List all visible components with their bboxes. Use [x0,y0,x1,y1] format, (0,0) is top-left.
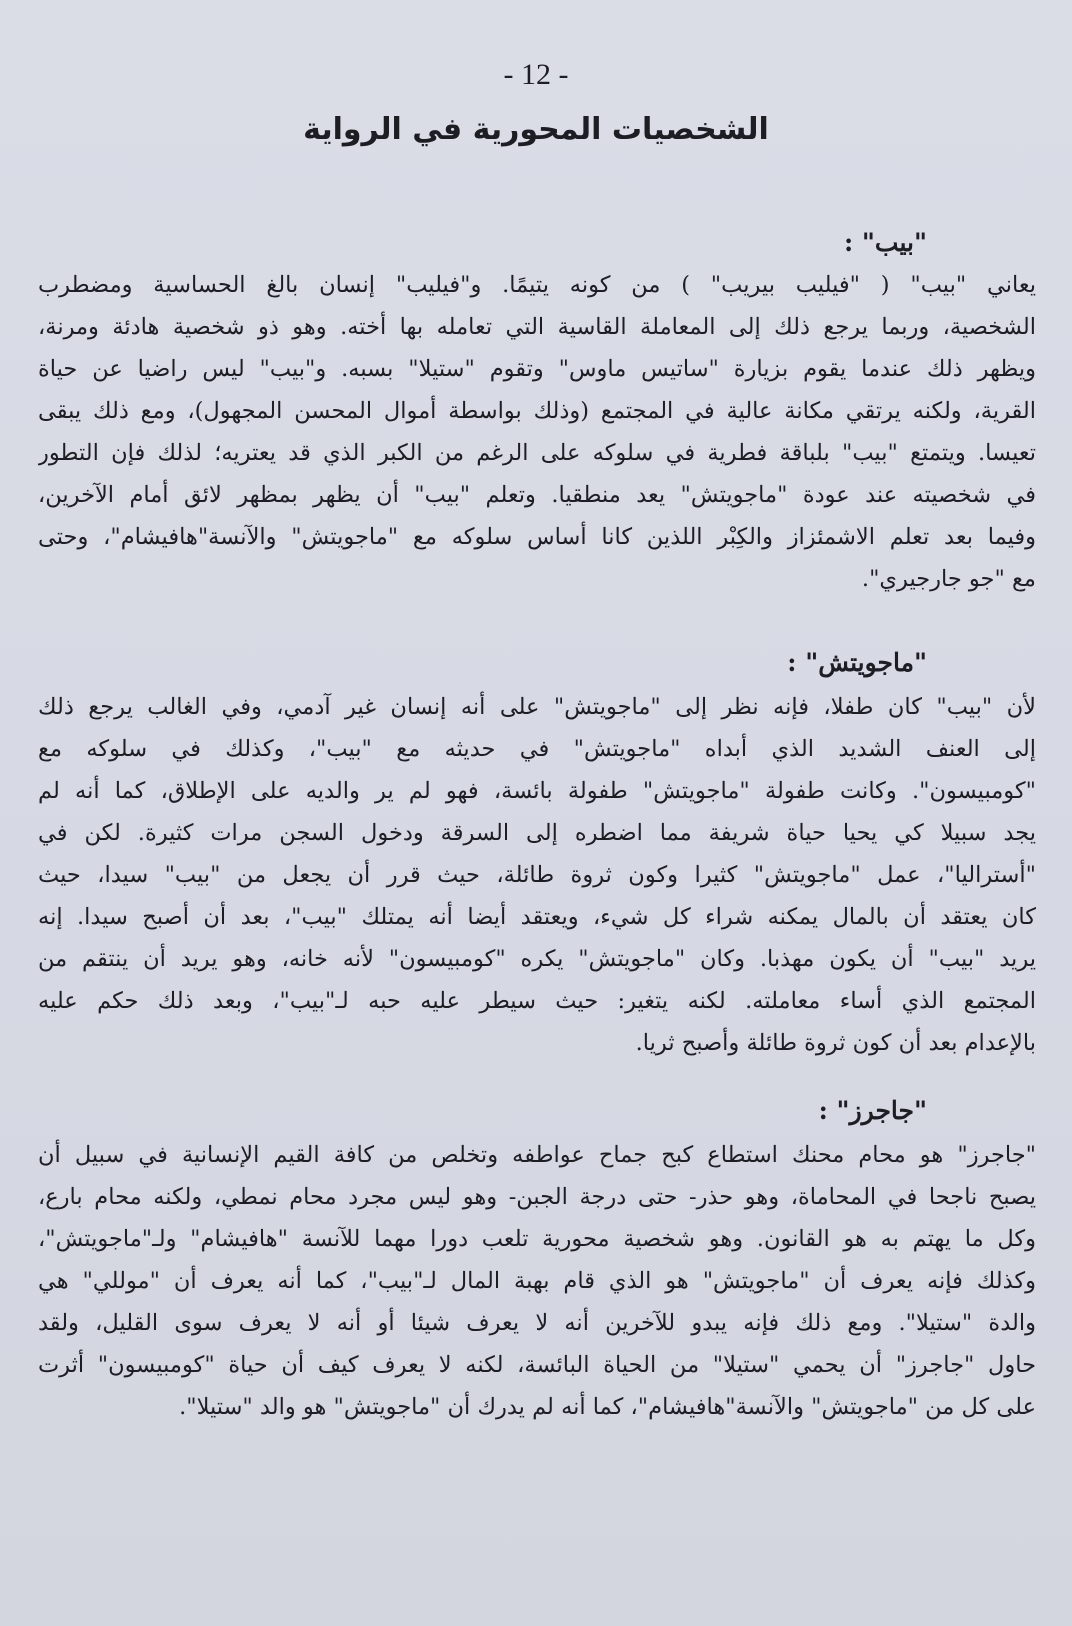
section-heading: "ماجويتش" : [787,648,927,677]
paragraph-line: وكذلك فإنه يعرف أن "ماجويتش" هو الذي قام بهبة المال لـ"بيب"، كما أنه يعرف أن "موللي" هي [38,1268,1036,1294]
paragraph-line: لأن "بيب" كان طفلا، فإنه نظر إلى "ماجويتش" على أنه إنسان غير آدمي، وفي الغالب يرجع ذلك [38,694,1036,720]
paragraph-line: وفيما بعد تعلم الاشمئزاز والكِبْر اللذين كانا أساس سلوكه مع "ماجويتش" والآنسة"هافيشام"، وحتى [38,524,1036,550]
paragraph-line: "كومبيسون". وكانت طفولة "ماجويتش" طفولة بائسة، فهو لم ير والديه على الإطلاق، كما أنه لم [38,778,1036,804]
paragraph-line: حاول "جاجرز" أن يحمي "ستيلا" من الحياة البائسة، لكنه لا يعرف كيف أن حياة "كومبيسون" أثرت [38,1352,1036,1378]
paragraph-line: يعاني "بيب" ( "فيليب بيريب" ) من كونه يتيمًا. و"فيليب" إنسان بالغ الحساسية ومضطرب [38,272,1036,298]
paragraph-line: وكل ما يهتم به هو القانون. وهو شخصية محورية تلعب دورا مهما للآنسة "هافيشام" ولـ"ماجويتش"، [38,1226,1036,1252]
paragraph-line: تعيسا. ويتمتع "بيب" بلباقة فطرية في سلوكه على الرغم من الكبر الذي قد يعتريه؛ لذلك فإن التطور [38,440,1036,466]
paragraph-line: يريد "بيب" أن يكون مهذبا. وكان "ماجويتش" يكره "كومبيسون" لأنه خانه، وهو يريد أن ينتقم من [38,946,1036,972]
paragraph-line: في شخصيته عند عودة "ماجويتش" يعد منطقيا. وتعلم "بيب" أن يظهر بمظهر لائق أمام الآخرين، [38,482,1036,508]
paragraph-line: القرية، ولكنه يرتقي مكانة عالية في المجتمع (وذلك بواسطة أموال المحسن المجهول)، ومع ذلك يبقى [38,398,1036,424]
paragraph-line: "جاجرز" هو محام محنك استطاع كبح جماح عواطفه وتخلص من كافة القيم الإنسانية في سبيل أن [38,1142,1036,1168]
paragraph-line: "أستراليا"، عمل "ماجويتش" كثيرا وكون ثروة طائلة، حيث قرر أن يجعل من "بيب" سيدا، حيث [38,862,1036,888]
section-heading: "بيب" : [843,228,927,257]
paragraph-line: إلى العنف الشديد الذي أبداه "ماجويتش" في حديثه مع "بيب"، وكذلك في سلوكه مع [38,736,1036,762]
paragraph-line: يجد سبيلا كي يحيا حياة شريفة مما اضطره إلى السرقة ودخول السجن مرات كثيرة. لكن في [38,820,1036,846]
section-heading: "جاجرز" : [818,1096,927,1125]
paragraph-line: يصبح ناجحا في المحاماة، وهو حذر- حتى درجة الجبن- وهو ليس مجرد محام نمطي، ولكنه محام بارع، [38,1184,1036,1210]
page-number: - 12 - [503,58,569,91]
paragraph-line: كان يعتقد أن بالمال يمكنه شراء كل شيء، ويعتقد أيضا أنه يمتلك "بيب"، بعد أن أصبح سيدا. إنه [38,904,1036,930]
page-title: الشخصيات المحورية في الرواية [303,112,769,147]
paragraph-line: والدة "ستيلا". ومع ذلك فإنه يبدو للآخرين أنه لا يعرف شيئا أو أنه لا يعرف سوى القليل، ولقد [38,1310,1036,1336]
paragraph-line: الشخصية، وربما يرجع ذلك إلى المعاملة القاسية التي تعامله بها أخته. وهو ذو شخصية هادئة ومرنة، [38,314,1036,340]
paragraph-line: مع "جو جارجيري". [861,566,1036,592]
paragraph-line: المجتمع الذي أساء معاملته. لكنه يتغير: حيث سيطر عليه حبه لـ"بيب"، وبعد ذلك حكم عليه [38,988,1036,1014]
paragraph-line: على كل من "ماجويتش" والآنسة"هافيشام"، كما أنه لم يدرك أن "ماجويتش" هو والد "ستيلا". [179,1394,1036,1420]
paragraph-line: بالإعدام بعد أن كون ثروة طائلة وأصبح ثريا. [635,1030,1036,1056]
paragraph-line: ويظهر ذلك عندما يقوم بزيارة "ساتيس ماوس" وتقوم "ستيلا" بسبه. و"بيب" ليس راضيا عن حياة [38,356,1036,382]
